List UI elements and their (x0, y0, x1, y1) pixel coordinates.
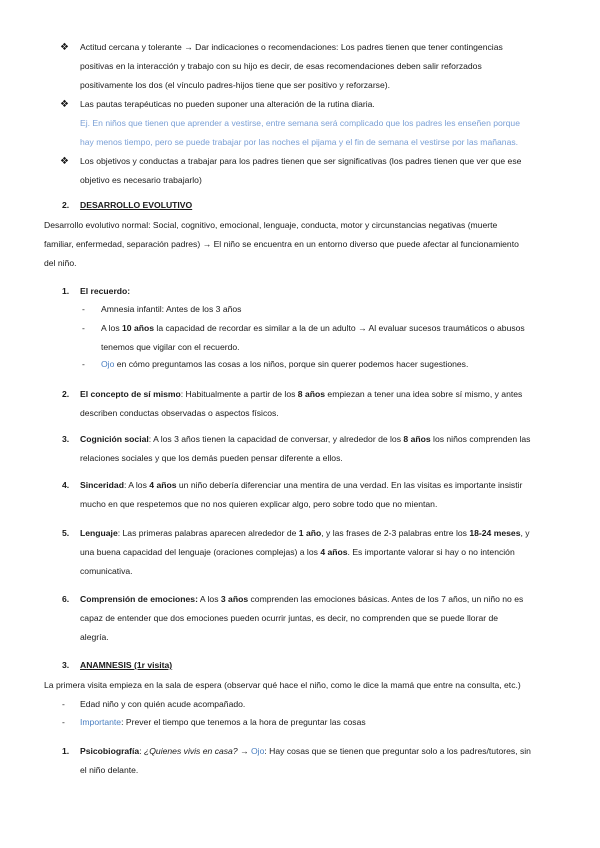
list-item: Ojo en cómo preguntamos las cosas a los niños, porque sin querer podemos hacer sugestiones. (101, 359, 469, 369)
diamond-bullet-icon: ❖ (60, 99, 69, 110)
item-number: 6. (62, 594, 70, 604)
dash-bullet: - (82, 304, 85, 314)
item-title: El recuerdo: (80, 286, 131, 296)
section-intro: La primera visita empieza en la sala de espera (observar qué hace el niño, como le dice la mamá que entre na consulta, etc.) (44, 680, 521, 690)
diamond-bullet-icon: ❖ (60, 42, 69, 53)
list-item: A los 10 años la capacidad de recordar es similar a la de un adulto → Al evaluar sucesos traumáticos o abusos tenemos que vigilar con el recuerdo. (101, 323, 525, 352)
item-number: 1. (62, 746, 70, 756)
bullet-pautas: Las pautas terapéuticas no pueden suponer una alteración de la rutina diaria. Ej. En niños que tienen que aprender a vestirse, entre semana será complicado que los padres les enseñen porque hay menos tiempo, pero se puede trabajar por las noches el pijama y el fin de semana el vestirse por las mañanas. (80, 95, 560, 152)
diamond-bullet-icon: ❖ (60, 156, 69, 167)
dash-bullet: - (62, 717, 65, 727)
bullet-actitud: Actitud cercana y tolerante → Dar indicaciones o recomendaciones: Los padres tienen que tener contingencias positivas en la interacción y trabajo con su hijo es decir, de esas recomendaciones deben salir reforzados positivamente los dos (el vínculo padres-hijos tiene que ser positivo y reforzarse). (80, 42, 503, 90)
dash-bullet: - (82, 323, 85, 333)
item-number: 2. (62, 389, 70, 399)
item-number: 4. (62, 480, 70, 490)
item-emociones: Comprensión de emociones: A los 3 años comprenden las emociones básicas. Antes de los 7 años, un niño no es capaz de entender que dos emociones pueden ocurrir juntas, es decir, no comprenden que se puede llorar de alegría. (80, 594, 524, 642)
list-item: Amnesia infantil: Antes de los 3 años (101, 304, 242, 314)
bullet-objetivos: Los objetivos y conductas a trabajar para los padres tienen que ser significativas (los padres tienen que ver que ese objetivo es necesario trabajarlo) (80, 156, 522, 185)
dash-bullet: - (82, 359, 85, 369)
item-psicobiografia: Psicobiografía: ¿Quienes vivis en casa? → Ojo: Hay cosas que se tienen que preguntar solo a los padres/tutores, sin el niño delante. (80, 746, 531, 775)
section-intro: Desarrollo evolutivo normal: Social, cognitivo, emocional, lenguaje, conducta, motor y circunstancias negativas (muerte familiar, enfermedad, separación padres) → El niño se encuentra en un entorno diverso que puede afectar al funcionamiento del niño. (44, 220, 519, 268)
item-concepto: El concepto de sí mismo: Habitualmente a partir de los 8 años empiezan a tener una idea sobre sí mismo, y antes describen conductas observadas o aspectos físicos. (80, 389, 523, 418)
item-lenguaje: Lenguaje: Las primeras palabras aparecen alrededor de 1 año, y las frases de 2-3 palabras entre los 18-24 meses, y una buena capacidad del lenguaje (oraciones complejas) a los 4 años. Es importante valorar si hay o no intención comunicativa. (80, 528, 530, 576)
item-number: 1. (62, 286, 70, 296)
item-sinceridad: Sinceridad: A los 4 años un niño debería diferenciar una mentira de una verdad. En las visitas es importante insistir mucho en que respetemos que no nos quieren explicar algo, pero sobre todo que no mientan. (80, 480, 523, 509)
dash-bullet: - (62, 699, 65, 709)
item-number: 5. (62, 528, 70, 538)
list-item: Importante: Prever el tiempo que tenemos a la hora de preguntar las cosas (80, 717, 366, 727)
item-cognicion: Cognición social: A los 3 años tienen la capacidad de conversar, y alrededor de los 8 años los niños comprenden las relaciones sociales y que los demás pueden pensar diferente a ellos. (80, 434, 531, 463)
section-heading: ANAMNESIS (1r visita) (80, 660, 173, 670)
section-heading: DESARROLLO EVOLUTIVO (80, 200, 193, 210)
section-number: 3. (62, 660, 70, 670)
item-number: 3. (62, 434, 70, 444)
example-text: hay menos tiempo, pero se puede trabajar por las noches el pijama y el fin de semana el vestirse por las mañanas. (80, 137, 519, 147)
list-item: Edad niño y con quién acude acompañado. (80, 699, 246, 709)
example-text: Ej. En niños que tienen que aprender a vestirse, entre semana será complicado que los padres les enseñen porque (80, 118, 520, 128)
section-number: 2. (62, 200, 70, 210)
